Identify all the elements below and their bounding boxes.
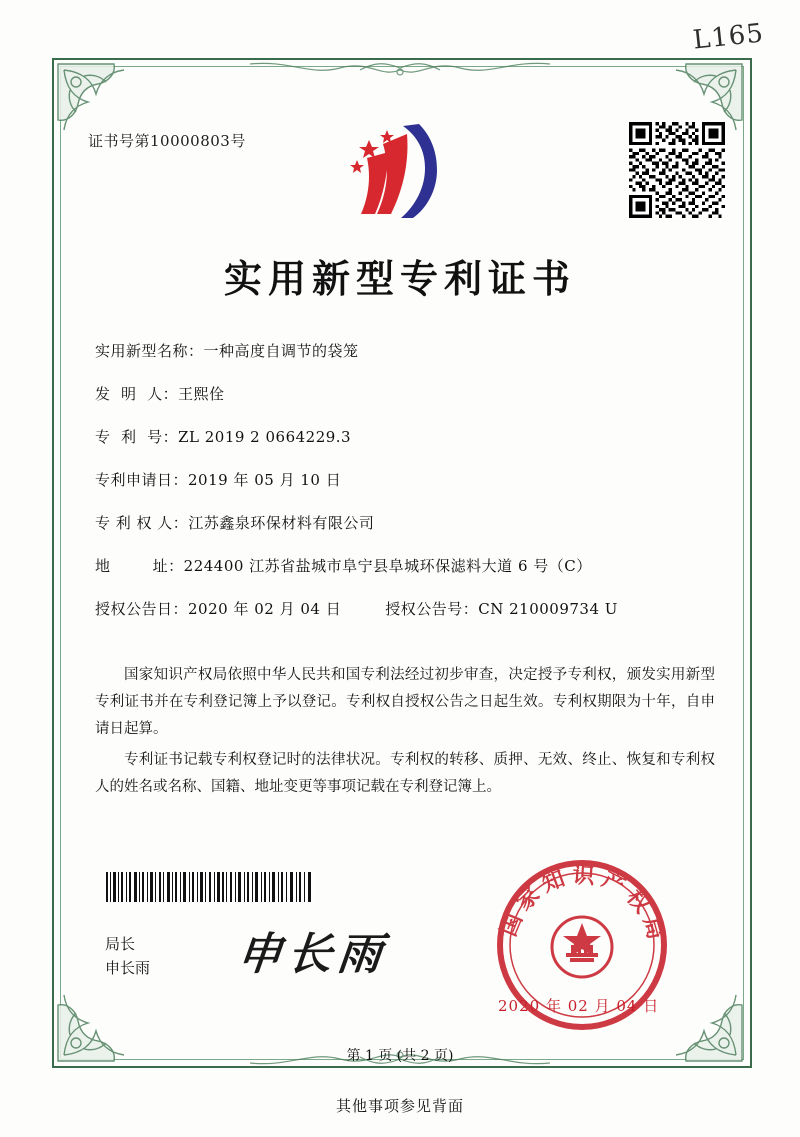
field-value: 224400 江苏省盐城市阜宁县阜城环保滤料大道 6 号（C） [183, 557, 592, 575]
field-label: 专 利 权 人： [95, 514, 189, 532]
legal-text [95, 662, 715, 805]
page-indicator: 第 1 页 (共 2 页) [346, 1048, 454, 1064]
field-label: 专 利 号： [95, 428, 179, 446]
grant-date-value: 2020 年 02 月 04 日 [188, 600, 342, 618]
field-value: ZL 2019 2 0664229.3 [178, 428, 352, 446]
grant-number-label: 授权公告号： [385, 600, 479, 618]
cnipa-logo-icon [345, 118, 465, 223]
field-inventor [95, 383, 715, 404]
field-application-date [95, 469, 715, 490]
top-border-ornament [250, 58, 550, 88]
certificate-number: 证书号第10000803号 [88, 132, 246, 150]
field-patent-number [95, 426, 715, 447]
paragraph-1: 国家知识产权局依照中华人民共和国专利法经过初步审查，决定授予专利权，颁发实用新型专利证书并在专利登记簿上予以登记。专利权自授权公告之日起生效。专利权期限为十年，自申请日起算。 [95, 667, 715, 737]
page-note: 其他事项参见背面 [335, 1097, 464, 1115]
field-label: 专利申请日： [95, 471, 189, 489]
field-patentee [95, 512, 715, 533]
field-utility-model-name [95, 340, 715, 361]
seal-date: 2020 年 02 月 04 日 [498, 997, 660, 1015]
grant-number-value: CN 210009734 U [478, 600, 618, 618]
field-grant-announcement [95, 598, 715, 619]
field-value: 王熙佺 [178, 385, 225, 403]
grant-date-label: 授权公告日： [95, 600, 189, 618]
field-label: 实用新型名称： [95, 342, 204, 360]
field-label: 地 址： [95, 557, 184, 575]
director-name-label: 申长雨 [105, 959, 151, 977]
field-address [95, 555, 715, 576]
field-label: 发 明 人： [95, 385, 179, 403]
handwritten-signature: 申长雨 [234, 929, 391, 980]
field-list [95, 340, 715, 641]
qr-code [629, 122, 725, 218]
page-title: 实用新型专利证书 [223, 256, 576, 301]
director-title-label: 局长 [105, 935, 136, 953]
field-value: 2019 年 05 月 10 日 [188, 471, 342, 489]
barcode [105, 872, 315, 902]
archive-number: L165 [691, 18, 766, 56]
field-value: 一种高度自调节的袋笼 [203, 342, 359, 360]
director-block [105, 932, 150, 980]
field-value: 江苏鑫泉环保材料有限公司 [188, 514, 375, 532]
svg-text:国家知识产权局: 国家知识产权局 [495, 862, 671, 948]
paragraph-2: 专利证书记载专利权登记时的法律状况。专利权的转移、质押、无效、终止、恢复和专利权人的姓名或名称、国籍、地址变更等事项记载在专利登记簿上。 [95, 752, 715, 795]
